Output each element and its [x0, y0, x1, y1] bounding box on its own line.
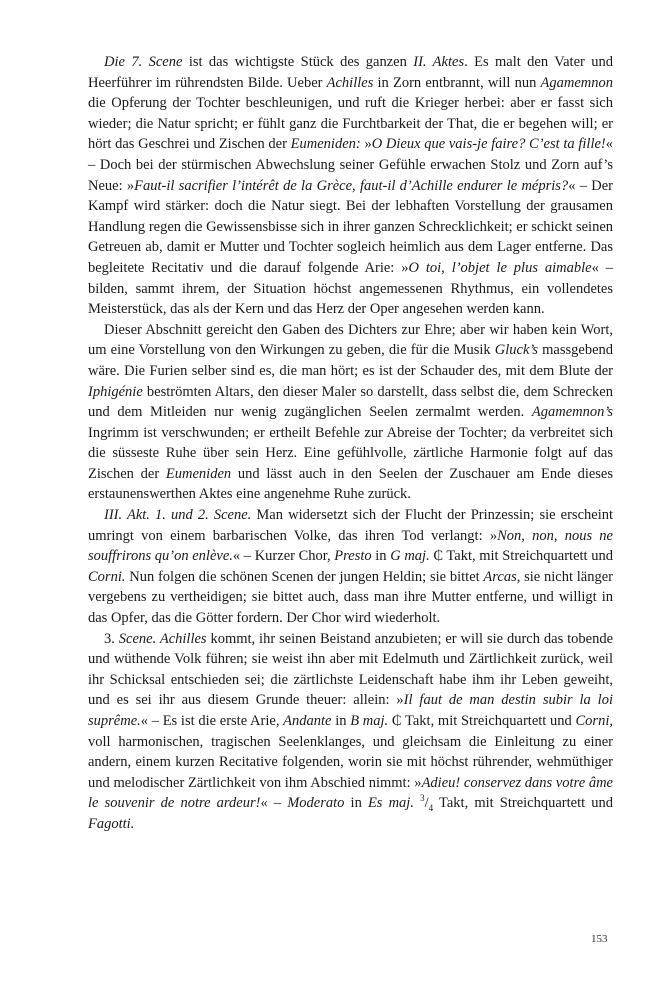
text-run: beströmten Altars, den dieser Maler so darstellt, dass selbst die, dem Schrecken und dem Mitleiden nur wenig zugänglichen Seelen zermalmt werden.	[88, 383, 613, 421]
text-run: voll harmonischen, tragischen Seelenklanges, und gleichsam die Einleitung zu einer andern, einem kurzen Recitative folgenden, worin sie mit höchst rührender, wehmüthiger und melodischer Zärtlichkeit von ihm Abschied nimmt: »	[88, 733, 613, 791]
paragraph-furies	[88, 320, 613, 505]
text-run: Man widersetzt sich der Flucht der Prinzessin; sie erscheint umringt von einem barbarischen Volke, das ihren Tod verlangt: »	[88, 507, 613, 544]
paragraph-scene-3	[88, 629, 613, 835]
italic-text-run: G maj.	[390, 548, 430, 565]
text-run: /	[424, 795, 429, 812]
italic-text-run: Es maj.	[367, 795, 414, 812]
text-run: ₵ Takt, mit Streichquartett und	[429, 548, 613, 565]
text-run: in Zorn entbrannt, will nun	[373, 74, 541, 91]
italic-text-run: Gluck’s	[494, 342, 539, 359]
italic-text-run: Scene. Achilles	[118, 630, 207, 647]
italic-text-run: Eumeniden	[165, 465, 232, 482]
text-run: « – Kurzer Chor,	[232, 548, 335, 565]
italic-text-run: Adieu! conservez dans votre âme le souvenir de notre ardeur!	[88, 774, 613, 812]
text-run: « – Es ist die erste Arie,	[140, 713, 284, 729]
italic-text-run: O Dieux que vais-je faire? C’est ta fille!	[371, 136, 606, 153]
superscript-run: 3	[420, 793, 425, 804]
italic-text-run: Non, non, nous ne souffrirons qu’on enlève.	[88, 527, 613, 565]
italic-text-run: II. Aktes	[413, 54, 465, 70]
paragraph-act-3-scenes-1-2	[88, 505, 613, 629]
italic-text-run: O toi, l’objet le plus aimable	[408, 259, 592, 276]
text-run: ₵ Takt, mit Streichquartett und	[388, 713, 576, 729]
italic-text-run: Agamemnon	[540, 74, 614, 91]
text-run: Ingrimm ist verschwunden; er ertheilt Befehle zur Abreise der Tochter; da verbreitet sich die süsseste Ruhe über sein Herz. Eine gefühlvolle, zärtliche Harmonie folgt auf das Zischen der	[88, 424, 613, 482]
text-run: « – Doch bei der stürmischen Abwechslung seiner Gefühle erwachen Stolz und Zorn auf’s Neue: »	[88, 136, 613, 194]
italic-text-run: Moderato	[287, 795, 345, 812]
italic-text-run: Il faut de man destin subir la loi suprême.	[88, 692, 613, 729]
text-run: « – Der Kampf wird stärker: doch die Natur siegt. Bei der lebhaften Vorstellung der grausamen Handlung regen die Gewissensbisse sich in ihrer ganzen Schrecklichkeit; er schickt seinen Getreuen ab, damit er Mutter und Tochter sogleich heimlich aus dem Lager entferne. Das begleitete Recitativ und die darauf folgende Arie: »	[88, 177, 613, 276]
italic-text-run: Achilles	[326, 74, 374, 91]
text-run: in	[371, 548, 391, 565]
text-run: Takt, mit Streichquartett und	[433, 795, 614, 812]
italic-text-run: Fagotti.	[88, 815, 135, 832]
italic-text-run: Andante	[283, 713, 332, 729]
body-text	[88, 52, 613, 835]
paragraph-scene-7	[88, 52, 613, 320]
text-run: « – bilden, sammt ihrem, der Situation höchst angemessenen Rhythmus, ein vollendetes Meisterstück, das als der Kern und das Herz der Oper angesehen werden kann.	[88, 259, 614, 318]
text-run: »	[360, 136, 372, 153]
italic-text-run: Eumeniden:	[290, 136, 361, 153]
italic-text-run: Faut-il sacrifier l’intérêt de la Grèce, faut-il d’Achille endurer le mépris?	[134, 177, 569, 194]
italic-text-run: Iphigénie	[88, 383, 143, 400]
italic-text-run: Corni,	[575, 713, 613, 729]
italic-text-run: Agamemnon’s	[531, 404, 613, 421]
text-run: die Opferung der Tochter beschleunigen, und ruft die Krieger herbei: aber er fasst sich wieder; die Natur spricht; er fühlt ganz die Furchtbarkeit der That, die er begehen will; er hört das Geschrei und Zischen der	[88, 95, 613, 153]
italic-text-run: Presto	[334, 548, 372, 565]
italic-text-run: Corni.	[88, 568, 126, 585]
text-run: . Es malt den Vater und Heerführer im rührendsten Bilde. Ueber	[88, 54, 614, 91]
text-run: massgebend wäre. Die Furien selber sind es, die man hört; es ist der Schauder des, mit dem Blute der	[88, 342, 614, 379]
subscript-run: 4	[428, 803, 434, 814]
italic-text-run: Arcas,	[483, 568, 521, 585]
text-run: und lässt auch in den Seelen der Zuschauer am Ende dieses erstaunenswerthen Aktes eine angenehme Ruhe zurück.	[88, 465, 614, 503]
text-run: ist das wichtigste Stück des ganzen	[182, 54, 414, 70]
text-run: in	[344, 795, 368, 812]
text-run: kommt, ihr seinen Beistand anzubieten; er will sie durch das tobende und wüthende Volk führen; sie weist ihn aber mit Edelmuth und Zärtlichkeit zurück, weil ihr Schicksal entschieden sei; die zärtlichste Leidenschaft habe ihm ihr Leben geweiht, und es sei ihr aus diesem Grunde theuer: allein: »	[88, 630, 614, 709]
page-number: 153	[591, 933, 608, 945]
text-run: Nun folgen die schönen Scenen der jungen Heldin; sie bittet	[125, 568, 484, 585]
text-run: 3.	[104, 630, 119, 647]
italic-text-run: Die 7. Scene	[104, 54, 183, 70]
italic-text-run: III. Akt. 1. und 2. Scene.	[104, 507, 252, 524]
italic-text-run: B maj.	[350, 713, 389, 729]
text-run: sie nicht länger vergebens zu vertheidigen; sie bittet auch, dass man ihre Mutter entferne, und willigt in das Opfer, das die Götter fordern. Der Chor wird wiederholt.	[88, 568, 613, 627]
text-run: Dieser Abschnitt gereicht den Gaben des Dichters zur Ehre; aber wir haben kein Wort, um eine Vorstellung von den Wirkungen zu geben, die für die Musik	[88, 321, 613, 359]
text-run: in	[331, 713, 351, 729]
text-run: « –	[260, 795, 288, 812]
